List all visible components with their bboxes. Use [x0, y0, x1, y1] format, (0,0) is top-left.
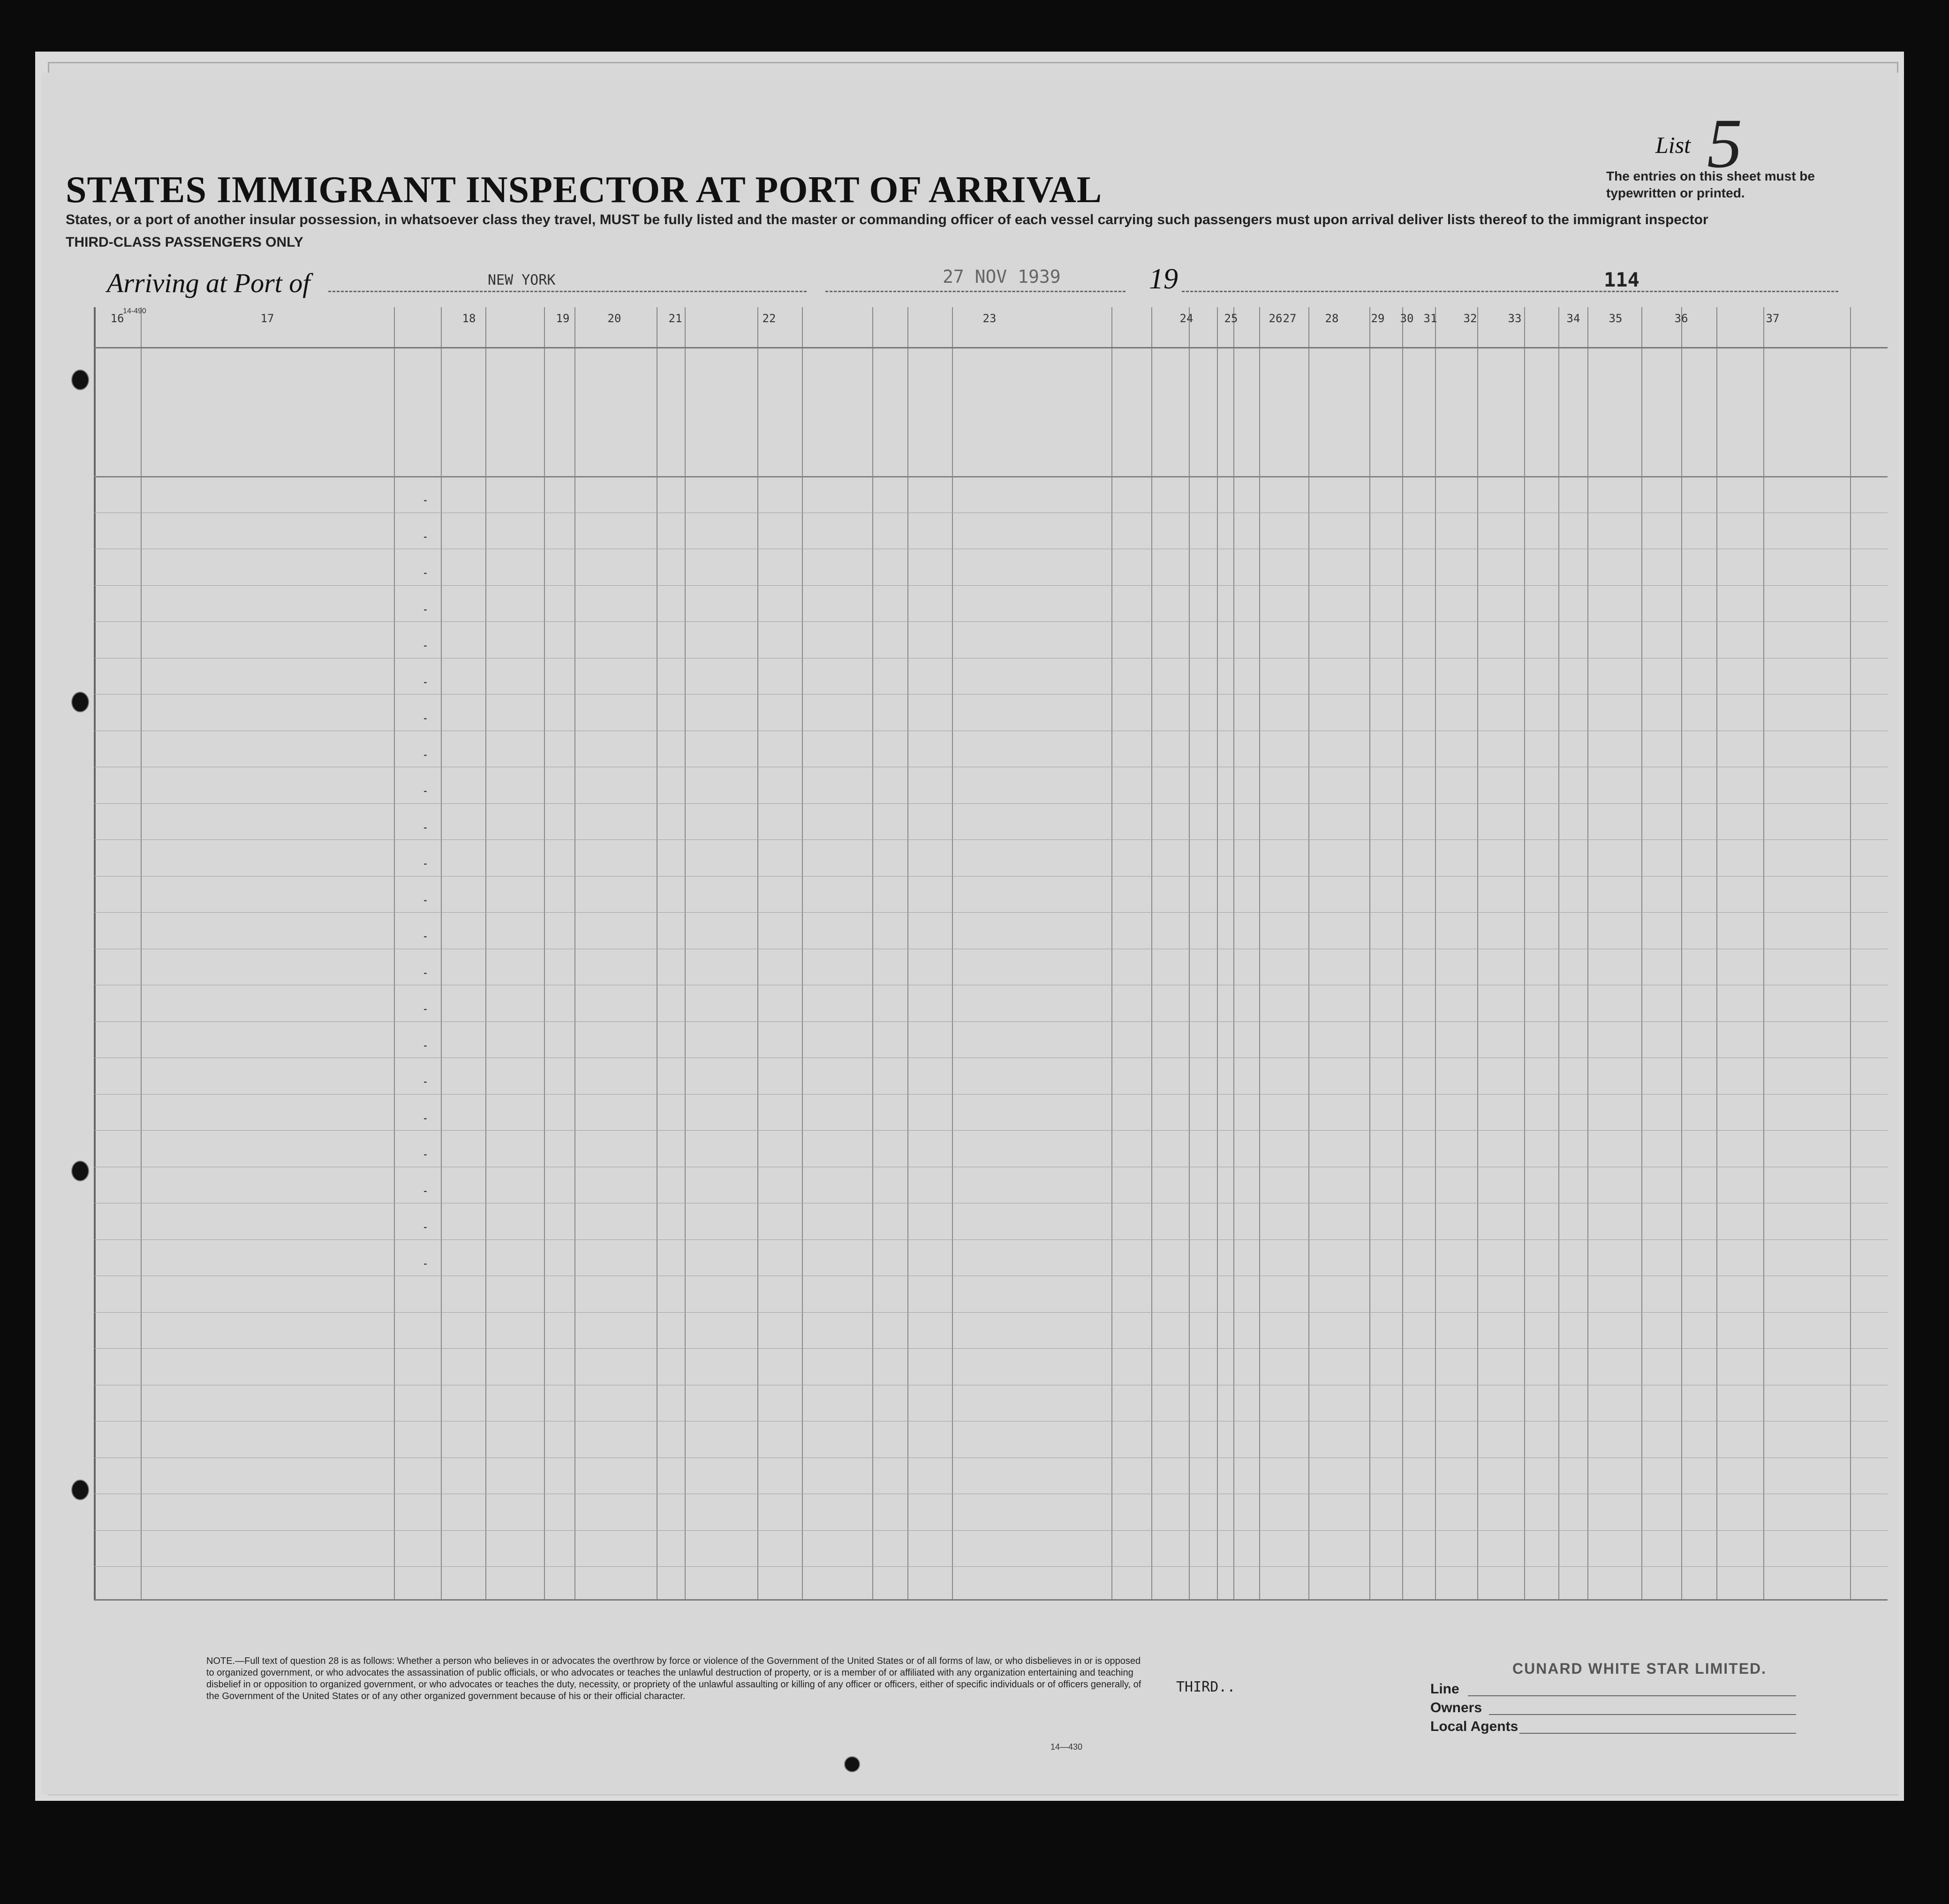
foreign-country: - [422, 530, 429, 543]
row-rule [94, 803, 1888, 804]
column-number: 32 [1463, 312, 1477, 325]
row-rule [94, 694, 1888, 695]
instruction-text: States, or a port of another insular possession, in whatsoever class they travel, MUST be fully listed and the master or commanding officer of each vessel carrying such passengers must upon arrival deliver lists thereof to the immigrant inspector [66, 212, 1708, 227]
agents-underline [1519, 1733, 1796, 1734]
line-underline [1468, 1695, 1796, 1696]
foreign-country: - [422, 1003, 429, 1015]
row-rule [94, 1348, 1888, 1349]
column-rule [952, 307, 953, 1599]
owners-label: Owners [1430, 1700, 1482, 1715]
header-rule [94, 347, 1888, 348]
foreign-country: - [422, 712, 429, 725]
footnote-question-28: NOTE.—Full text of question 28 is as follows: Whether a person who believes in or advocates the overthrow by force or violence of the Government of the United States or of all forms of law, or who disbelieves in or is opposed to organized government, or who advocates the assassination of public officials, or who advocates or teaches the unlawful destruction of property, or is a member of or affiliated with any organization entertaining and teaching disbelief in or opposition to organized government, or who advocates or teaches the duty, necessity, or propriety of the unlawful assaulting or killing of any officer or officers, either of specific individuals or of officers generally, of the Government of the United States or of any other organized government because of his or their official character. [206, 1656, 1141, 1701]
column-rule [1233, 307, 1234, 1599]
form-number: 14—430 [1050, 1742, 1083, 1752]
foreign-country: - [422, 603, 429, 616]
column-number: 16 [110, 312, 124, 325]
column-rule [1558, 307, 1559, 1599]
column-number: 33 [1508, 312, 1522, 325]
foreign-country: - [422, 858, 429, 870]
line-label: Line [1430, 1681, 1459, 1697]
foreign-country: - [422, 930, 429, 943]
column-rule [1587, 307, 1588, 1599]
column-rule [757, 307, 758, 1599]
list-label: List [1655, 132, 1691, 158]
punch-hole [71, 1161, 89, 1181]
row-rule [94, 1239, 1888, 1240]
column-number: 24 [1179, 312, 1194, 325]
line-stamp: CUNARD WHITE STAR LIMITED. [1512, 1660, 1767, 1677]
column-rule [1435, 307, 1436, 1599]
foreign-country: - [422, 1221, 429, 1233]
column-rule [1308, 307, 1309, 1599]
column-number: 19 [556, 312, 570, 325]
manifest-table [94, 307, 1888, 1599]
column-rule [907, 307, 908, 1599]
column-rule [94, 307, 96, 1599]
owners-underline [1489, 1714, 1796, 1715]
punch-hole [71, 692, 89, 712]
column-rule [544, 307, 545, 1599]
column-rule [1681, 307, 1682, 1599]
column-number: 22 [762, 312, 776, 325]
arriving-label: Arriving at Port of [107, 268, 310, 298]
column-number: 26 [1269, 312, 1283, 325]
column-rule [1111, 307, 1112, 1599]
column-number: 25 [1224, 312, 1238, 325]
column-rule [1151, 307, 1152, 1599]
foreign-country: - [422, 1112, 429, 1125]
column-rule [1763, 307, 1764, 1599]
foreign-country: - [422, 567, 429, 579]
column-number: 27 [1283, 312, 1297, 325]
column-number: 20 [607, 312, 621, 325]
column-rule [1850, 307, 1851, 1599]
column-number: 31 [1423, 312, 1437, 325]
column-rule [685, 307, 686, 1599]
port-value: NEW YORK [488, 272, 556, 288]
column-rule [441, 307, 442, 1599]
column-rule [394, 307, 395, 1599]
column-rule [1217, 307, 1218, 1599]
column-rule [1716, 307, 1717, 1599]
row-rule [94, 1312, 1888, 1313]
column-rule [802, 307, 803, 1599]
class-line: THIRD-CLASS PASSENGERS ONLY [66, 234, 303, 250]
year-underline [1182, 291, 1838, 292]
foreign-country: - [422, 785, 429, 797]
column-number: 21 [668, 312, 682, 325]
row-rule [94, 1021, 1888, 1022]
column-rule [1402, 307, 1403, 1599]
column-rule [1369, 307, 1370, 1599]
column-rule [574, 307, 575, 1599]
column-rule [141, 307, 142, 1599]
punch-hole [71, 370, 89, 390]
foreign-country: - [422, 1257, 429, 1270]
row-rule [94, 621, 1888, 622]
column-rule [1641, 307, 1642, 1599]
date-underline [825, 291, 1126, 292]
table-bottom-rule [94, 1599, 1888, 1601]
row-rule [94, 585, 1888, 586]
column-rule [1259, 307, 1260, 1599]
row-rule [94, 839, 1888, 840]
column-number: 17 [260, 312, 274, 325]
foreign-country: - [422, 821, 429, 834]
punch-hole [844, 1756, 860, 1772]
entries-note: The entries on this sheet must be typewritten or printed. [1606, 169, 1815, 200]
foreign-country: - [422, 494, 429, 506]
list-number: 114 [1604, 268, 1639, 291]
row-rule [94, 1530, 1888, 1531]
column-number: 36 [1674, 312, 1688, 325]
year-label: 19 [1149, 263, 1178, 295]
foreign-country: - [422, 1076, 429, 1088]
foreign-country: - [422, 1039, 429, 1052]
foreign-country: - [422, 640, 429, 652]
column-number: 28 [1325, 312, 1339, 325]
local-agents-label: Local Agents [1430, 1719, 1518, 1734]
row-rule [94, 1094, 1888, 1095]
column-rule [1189, 307, 1190, 1599]
foreign-country: - [422, 1148, 429, 1161]
port-underline [328, 291, 807, 292]
column-number: 35 [1609, 312, 1623, 325]
column-number: 34 [1566, 312, 1580, 325]
column-rule [1524, 307, 1525, 1599]
column-number: 37 [1766, 312, 1780, 325]
column-number: 30 [1400, 312, 1414, 325]
column-rule [872, 307, 873, 1599]
row-rule [94, 912, 1888, 913]
punch-hole [71, 1480, 89, 1500]
third-class-mark: THIRD.. [1176, 1679, 1236, 1695]
column-rule [1477, 307, 1478, 1599]
foreign-country: - [422, 748, 429, 761]
arrival-date: 27 NOV 1939 [943, 266, 1061, 287]
foreign-country: - [422, 676, 429, 688]
column-number: 23 [982, 312, 997, 325]
list-handwritten-number: 5 [1707, 105, 1742, 182]
column-rule [485, 307, 486, 1599]
page-title: STATES IMMIGRANT INSPECTOR AT PORT OF ARRIVAL [66, 169, 1103, 211]
foreign-country: - [422, 894, 429, 907]
column-number: 18 [462, 312, 476, 325]
row-rule [94, 1566, 1888, 1567]
foreign-country: - [422, 967, 429, 979]
foreign-country: - [422, 1185, 429, 1197]
top-form-number: 14-490 [123, 307, 146, 315]
column-number: 29 [1371, 312, 1385, 325]
row-rule [94, 1130, 1888, 1131]
